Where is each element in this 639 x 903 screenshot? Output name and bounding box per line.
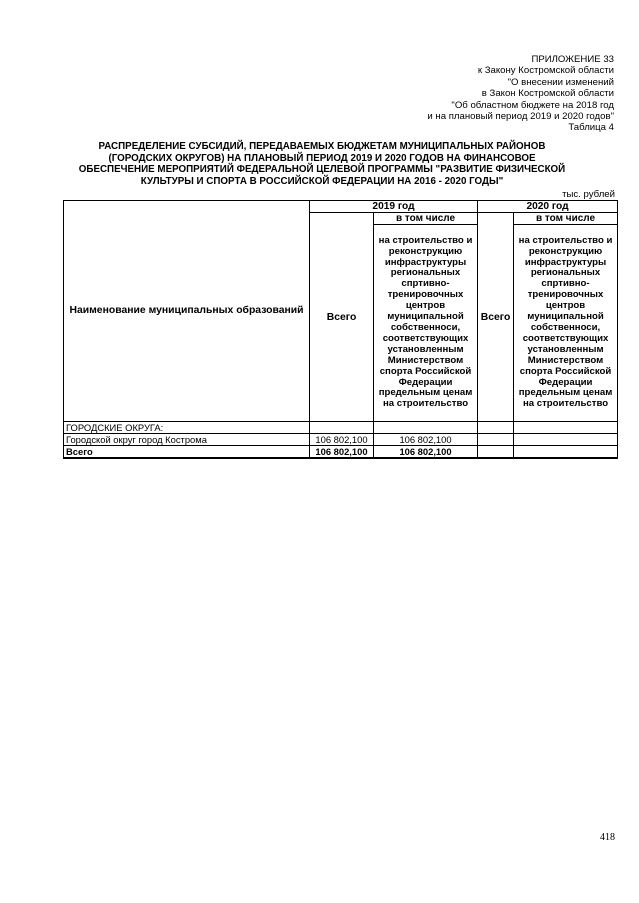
column-header-name: Наименование муниципальных образований bbox=[64, 201, 310, 422]
row-incl-2019 bbox=[374, 422, 478, 434]
column-header-construction-2020: на строительство и реконструкцию инфраструктуры региональных спртивно-тренировочных центров муниципальной собственноси, соответствующих установленным Министерством спорта Российской Федерации предельным ценам на строительство bbox=[514, 225, 618, 422]
column-header-including-2020: в том числе bbox=[514, 213, 618, 225]
total-row-name: Всего bbox=[64, 446, 310, 459]
column-header-total-2019: Всего bbox=[310, 213, 374, 422]
total-row-incl-2019: 106 802,100 bbox=[374, 446, 478, 459]
row-name: Городской округ город Кострома bbox=[64, 434, 310, 446]
table-row bbox=[64, 422, 618, 434]
row-total-2019: 106 802,100 bbox=[310, 434, 374, 446]
appendix-header bbox=[427, 54, 614, 134]
header-line: ПРИЛОЖЕНИЕ 33 bbox=[531, 54, 614, 65]
column-header-2019: 2019 год bbox=[310, 201, 478, 213]
total-row-total-2020 bbox=[478, 446, 514, 459]
row-total-2020 bbox=[478, 422, 514, 434]
table-row bbox=[64, 434, 618, 446]
row-incl-2020 bbox=[514, 422, 618, 434]
total-row-total-2019: 106 802,100 bbox=[310, 446, 374, 459]
header-line: к Закону Костромской области bbox=[477, 65, 614, 77]
row-incl-2020 bbox=[514, 434, 618, 446]
row-total-2020 bbox=[478, 434, 514, 446]
row-total-2019 bbox=[310, 422, 374, 434]
header-line: и на плановый период 2019 и 2020 годов" bbox=[427, 111, 614, 123]
row-name: ГОРОДСКИЕ ОКРУГА: bbox=[64, 422, 310, 434]
table-number: Таблица 4 bbox=[568, 122, 614, 134]
total-row-incl-2020 bbox=[514, 446, 618, 459]
document-title: РАСПРЕДЕЛЕНИЕ СУБСИДИЙ, ПЕРЕДАВАЕМЫХ БЮДЖЕТАМ МУНИЦИПАЛЬНЫХ РАЙОНОВ (ГОРОДСКИХ ОКРУГОВ) НА ПЛАНОВЫЙ ПЕРИОД 2019 И 2020 ГОДОВ НА ФИНАНСОВОЕ ОБЕСПЕЧЕНИЕ МЕРОПРИЯТИЙ ФЕДЕРАЛЬНОЙ ЦЕЛЕВОЙ ПРОГРАММЫ "РАЗВИТИЕ ФИЗИЧЕСКОЙ КУЛЬТУРЫ И СПОРТА В РОССИЙСКОЙ ФЕДЕРАЦИИ НА 2016 - 2020 ГОДЫ" bbox=[78, 141, 566, 187]
header-line: "Об областном бюджете на 2018 год bbox=[451, 99, 614, 111]
header-line: "О внесении изменений bbox=[507, 76, 614, 88]
header-line: в Закон Костромской области bbox=[481, 88, 614, 100]
page-number: 418 bbox=[600, 832, 615, 843]
column-header-total-2020: Всего bbox=[478, 213, 514, 422]
subsidy-table bbox=[63, 200, 618, 459]
column-header-including-2019: в том числе bbox=[374, 213, 478, 225]
row-incl-2019: 106 802,100 bbox=[374, 434, 478, 446]
column-header-2020: 2020 год bbox=[478, 201, 618, 213]
total-row bbox=[64, 446, 618, 459]
units-label: тыс. рублей bbox=[562, 189, 615, 200]
column-header-construction-2019: на строительство и реконструкцию инфраструктуры региональных спртивно-тренировочных центров муниципальной собственноси, соответствующих установленным Министерством спорта Российской Федерации предельным ценам на строительство bbox=[374, 225, 478, 422]
